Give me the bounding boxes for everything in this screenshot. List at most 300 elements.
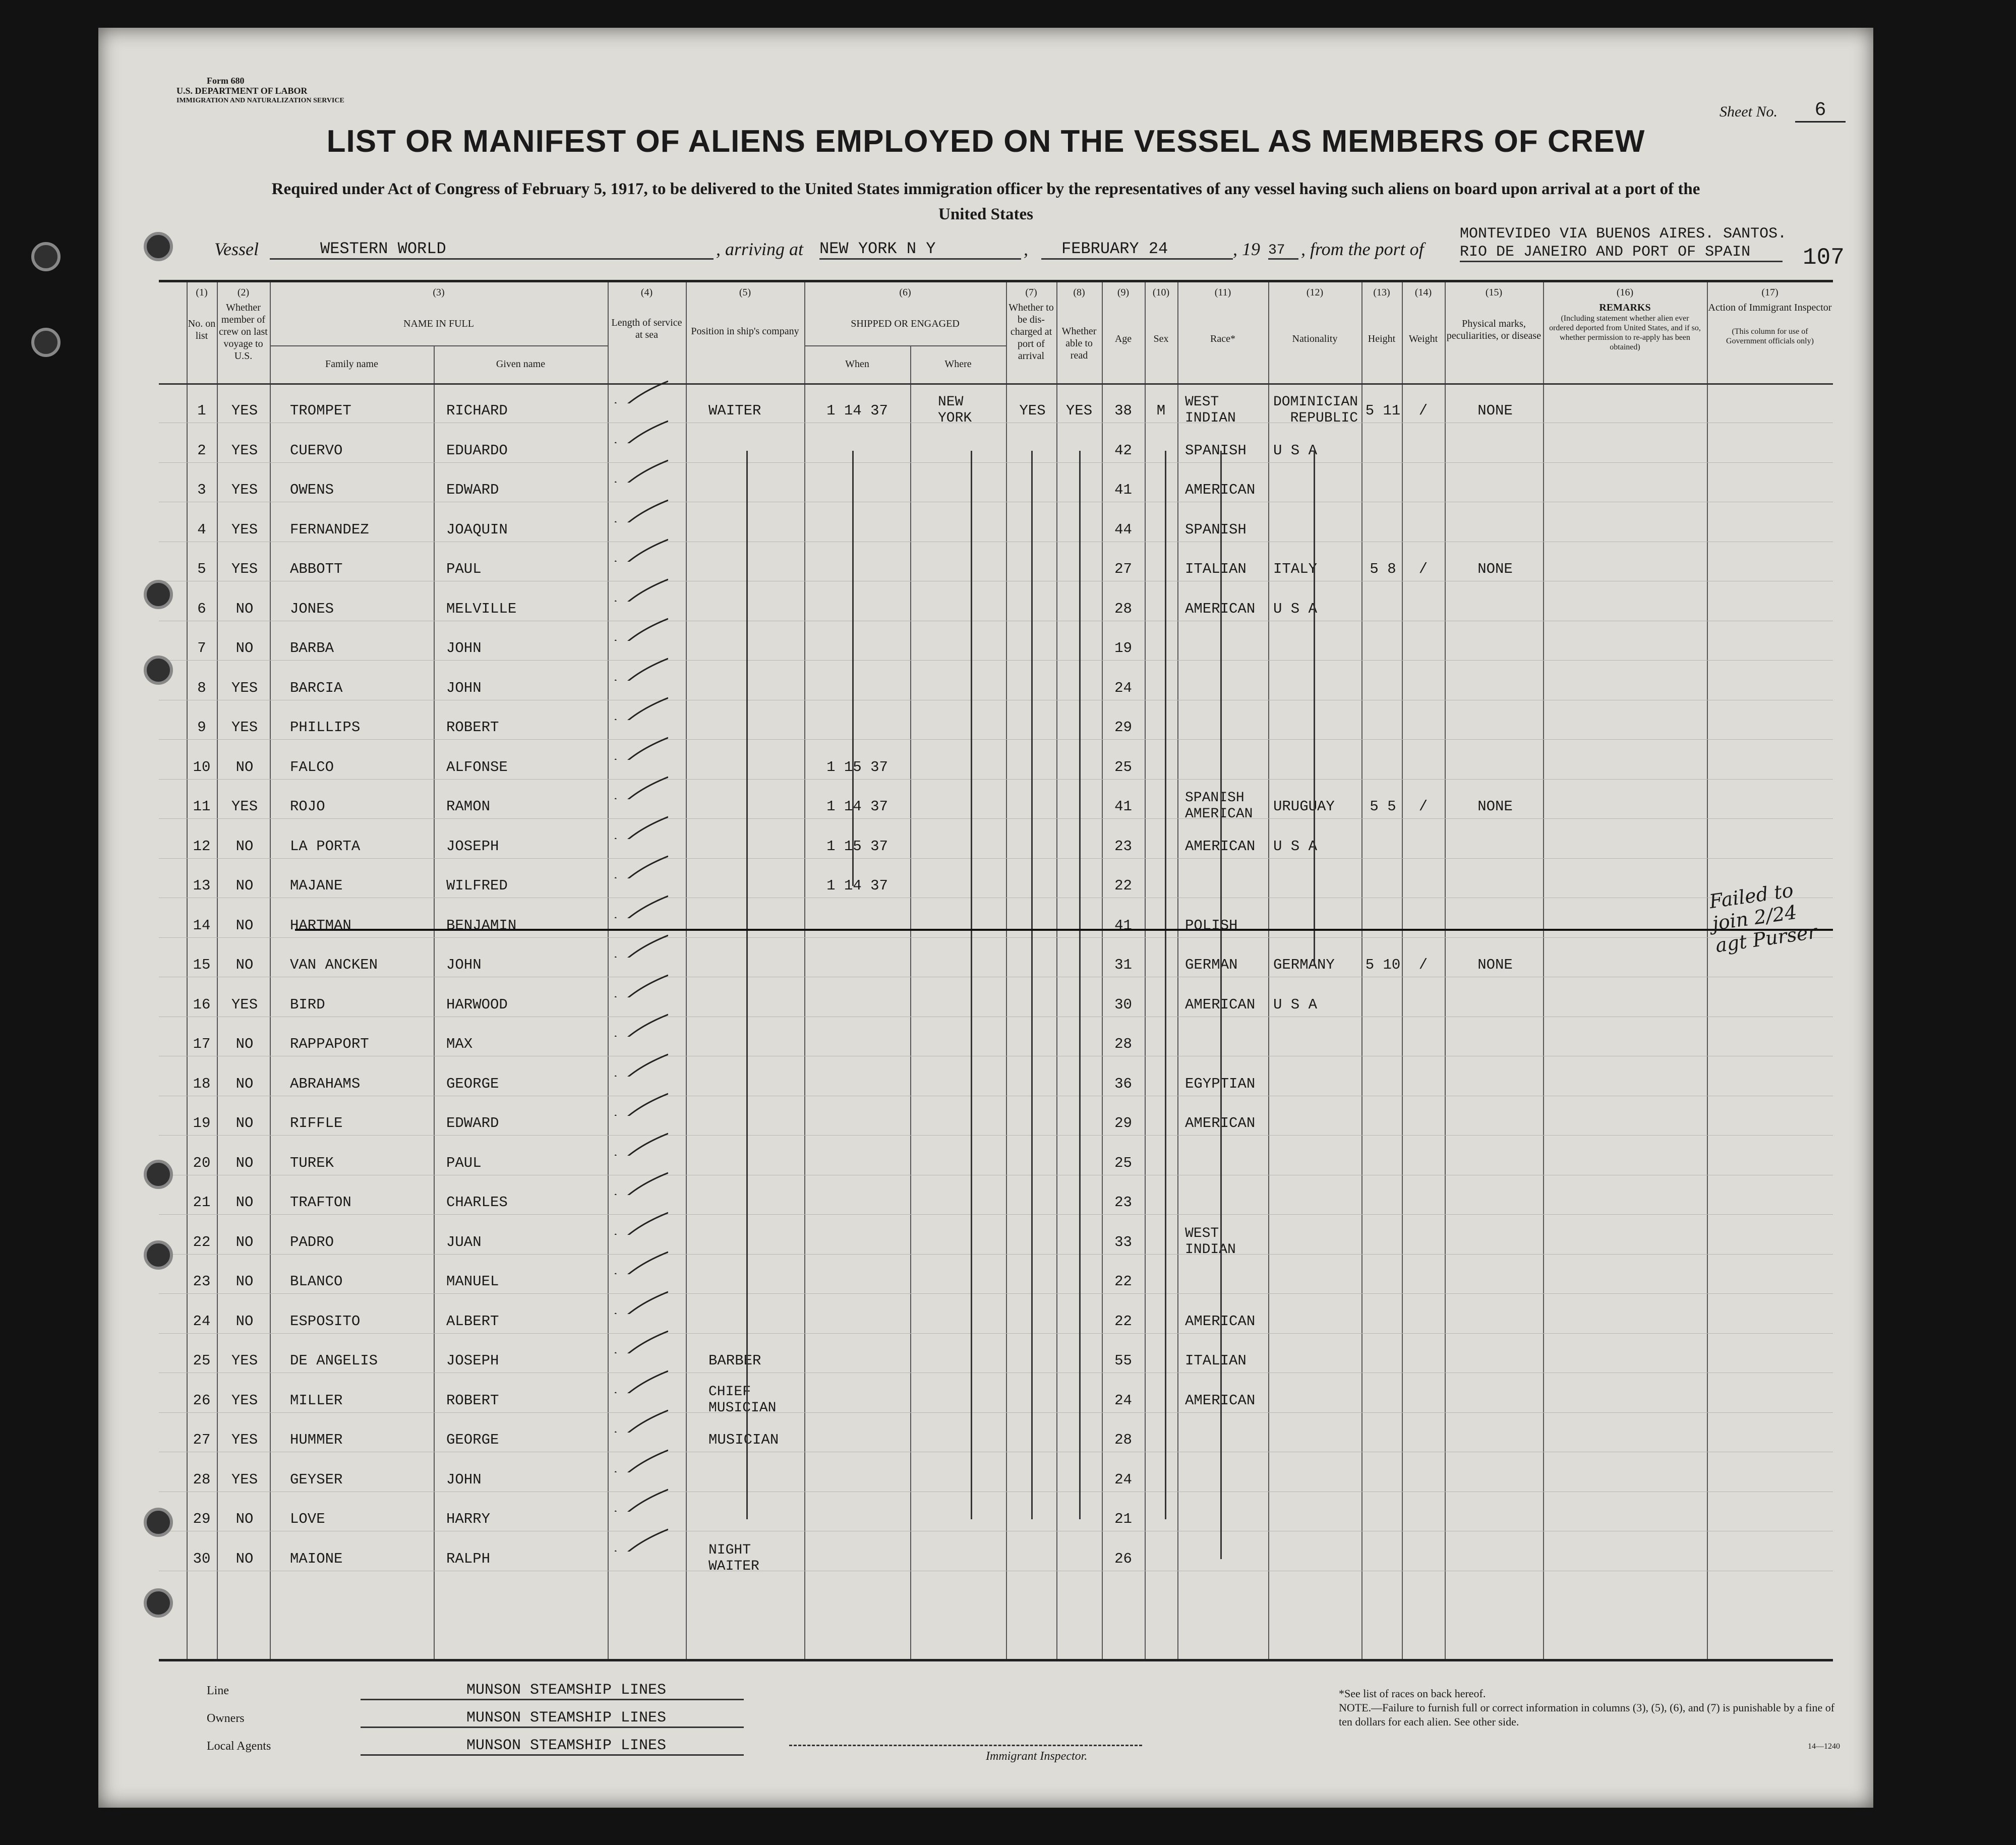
age: 21: [1114, 1511, 1132, 1527]
header-no-on-list: No. on list: [188, 318, 216, 341]
checkmark-icon: [613, 853, 668, 878]
family-name: MAIONE: [290, 1550, 343, 1567]
age: 30: [1114, 996, 1132, 1013]
given-name: GEORGE: [446, 1075, 499, 1092]
checkmark-icon: [613, 1130, 668, 1156]
given-name: WILFRED: [446, 877, 508, 894]
position: NIGHT WAITER: [708, 1542, 759, 1574]
col-num-4: (4): [640, 287, 653, 298]
row-number: 13: [193, 877, 211, 894]
position: BARBER: [708, 1352, 761, 1369]
given-name: RAMON: [446, 798, 491, 815]
row-number: 30: [193, 1550, 211, 1567]
age: 24: [1114, 1471, 1132, 1488]
col-num-8: (8): [1073, 287, 1085, 298]
member-last-voyage: YES: [231, 402, 258, 419]
row-number: 1: [197, 402, 206, 419]
header-age: Age: [1114, 333, 1132, 344]
checkmark-icon: [613, 1091, 668, 1116]
row-number: 27: [193, 1432, 211, 1448]
sheet-number-value: 6: [1795, 99, 1846, 123]
weight: /: [1418, 957, 1428, 973]
header-physical-marks: Physical marks, peculiarities, or disease: [1446, 318, 1541, 341]
binder-hole: [144, 1240, 173, 1270]
page-subtitle: Required under Act of Congress of February 5, 1917, to be delivered to the United States immigration officer by the representatives of any vessel having such aliens on board upon arrival at a port of the United States: [271, 180, 1700, 223]
race: SPANISH: [1185, 442, 1247, 459]
binder-hole: [31, 328, 61, 357]
table-row: [159, 700, 1833, 740]
row-number: 4: [197, 521, 206, 538]
discharged: YES: [1019, 402, 1046, 419]
family-name: JONES: [290, 600, 334, 617]
table-row: [159, 542, 1833, 581]
table-row: [159, 1531, 1833, 1574]
given-name: HARWOOD: [446, 996, 508, 1013]
table-row: [159, 858, 1833, 898]
family-name: FALCO: [290, 758, 334, 776]
checkmark-icon: [613, 497, 668, 522]
footer-agents-label: Local Agents: [207, 1740, 271, 1753]
header-when: When: [845, 359, 869, 370]
manifest-sheet: [98, 28, 1873, 1808]
given-name: JOHN: [446, 1471, 482, 1488]
able-to-read: YES: [1065, 402, 1093, 419]
header-where: Where: [944, 359, 972, 370]
member-last-voyage: YES: [231, 521, 258, 538]
row-number: 21: [193, 1194, 211, 1211]
col-num-10: (10): [1152, 287, 1170, 298]
race: AMERICAN: [1185, 1115, 1256, 1132]
checkmark-icon: [613, 576, 668, 602]
col-num-11: (11): [1214, 287, 1231, 298]
member-last-voyage: YES: [231, 561, 258, 577]
header-family-name: Family name: [325, 359, 378, 370]
checkmark-icon: [613, 1170, 668, 1195]
header-shipped: SHIPPED OR ENGAGED: [851, 318, 960, 329]
table-row: [159, 898, 1833, 938]
row-number: 12: [193, 838, 211, 855]
row-number: 20: [193, 1154, 211, 1171]
inspector-label: Immigrant Inspector.: [986, 1750, 1088, 1763]
given-name: GEORGE: [446, 1432, 499, 1448]
member-last-voyage: NO: [235, 838, 254, 855]
table-row: [159, 1452, 1833, 1492]
member-last-voyage: NO: [235, 640, 254, 657]
given-name: MANUEL: [446, 1273, 499, 1290]
header-position: Position in ship's company: [691, 326, 799, 337]
row-number: 26: [193, 1392, 211, 1409]
age: 28: [1114, 1432, 1132, 1448]
table-row: [159, 1412, 1833, 1452]
sheet-number-label: Sheet No.: [1719, 103, 1777, 120]
member-last-voyage: NO: [235, 1550, 254, 1567]
family-name: OWENS: [290, 482, 334, 498]
member-last-voyage: NO: [235, 957, 254, 973]
col-num-5: (5): [739, 287, 751, 298]
height: 5 11: [1365, 402, 1401, 419]
member-last-voyage: YES: [231, 719, 258, 736]
ditto-line: [971, 451, 972, 1520]
ditto-line: [746, 451, 748, 1520]
weight: /: [1418, 798, 1428, 815]
table-row: [159, 1215, 1833, 1258]
given-name: JOHN: [446, 957, 482, 973]
member-last-voyage: NO: [235, 1313, 254, 1330]
family-name: VAN ANCKEN: [290, 957, 378, 973]
age: 29: [1114, 719, 1132, 736]
given-name: ALBERT: [446, 1313, 499, 1330]
given-name: JOHN: [446, 679, 482, 696]
vessel-name: WESTERN WORLD: [270, 240, 714, 260]
row-number: 23: [193, 1273, 211, 1290]
member-last-voyage: YES: [231, 996, 258, 1013]
checkmark-icon: [613, 537, 668, 562]
binder-hole: [31, 242, 61, 271]
header-name-in-full: NAME IN FULL: [403, 318, 474, 329]
member-last-voyage: NO: [235, 1154, 254, 1171]
family-name: MILLER: [290, 1392, 343, 1409]
checkmark-icon: [613, 1289, 668, 1314]
ditto-line: [852, 451, 854, 886]
family-name: BARCIA: [290, 679, 343, 696]
col-num-12: (12): [1306, 287, 1324, 298]
checkmark-icon: [613, 814, 668, 839]
member-last-voyage: NO: [235, 1075, 254, 1092]
page-title: LIST OR MANIFEST OF ALIENS EMPLOYED ON THE VESSEL AS MEMBERS OF CREW: [326, 124, 1645, 159]
physical-marks: NONE: [1477, 402, 1513, 419]
given-name: JOAQUIN: [446, 521, 508, 538]
weight: /: [1418, 561, 1428, 577]
sex: M: [1156, 402, 1166, 419]
member-last-voyage: NO: [235, 1115, 254, 1132]
member-last-voyage: NO: [235, 1194, 254, 1211]
given-name: ALFONSE: [446, 758, 508, 776]
given-name: HARRY: [446, 1511, 491, 1527]
binder-hole: [144, 580, 173, 609]
row-number: 24: [193, 1313, 211, 1330]
member-last-voyage: NO: [235, 877, 254, 894]
checkmark-icon: [613, 1011, 668, 1037]
form-code: 14—1240: [1808, 1742, 1840, 1751]
handwritten-annotation: Failed to join 2/24 agt Purser: [1707, 879, 1819, 957]
form-number: Form 680: [207, 76, 245, 86]
table-row: [159, 1373, 1833, 1416]
ditto-line: [1314, 451, 1315, 966]
col-num-15: (15): [1485, 287, 1503, 298]
checkmark-icon: [613, 1407, 668, 1433]
header-length-service: Length of service at sea: [611, 317, 682, 340]
checkmark-icon: [613, 656, 668, 681]
checkmark-icon: [613, 1368, 668, 1393]
table-row: [159, 1254, 1833, 1294]
family-name: LOVE: [290, 1511, 325, 1527]
member-last-voyage: NO: [235, 1511, 254, 1527]
header-discharged: Whether to be dis-charged at port of arrival: [1009, 302, 1054, 362]
checkmark-icon: [613, 616, 668, 641]
ditto-line: [1031, 451, 1033, 1520]
given-name: JOSEPH: [446, 1352, 499, 1369]
nationality: U S A: [1273, 442, 1318, 459]
family-name: BLANCO: [290, 1273, 343, 1290]
table-row: [159, 1017, 1833, 1056]
age: 38: [1114, 402, 1132, 419]
binder-hole: [144, 1508, 173, 1537]
member-last-voyage: YES: [231, 1392, 258, 1409]
race: AMERICAN: [1185, 1313, 1256, 1330]
member-last-voyage: NO: [235, 1036, 254, 1052]
checkmark-icon: [613, 932, 668, 958]
table-row: [159, 1096, 1833, 1136]
col-num-7: (7): [1025, 287, 1037, 298]
member-last-voyage: YES: [231, 1352, 258, 1369]
family-name: RIFFLE: [290, 1115, 343, 1132]
given-name: EDWARD: [446, 482, 499, 498]
position: MUSICIAN: [708, 1432, 779, 1448]
table-row: [159, 819, 1833, 859]
race: WEST INDIAN: [1185, 394, 1236, 426]
row-number: 11: [193, 798, 211, 815]
member-last-voyage: YES: [231, 1432, 258, 1448]
checkmark-icon: [613, 1210, 668, 1235]
shipped-when: 1 14 37: [826, 877, 888, 894]
footer-owners-label: Owners: [207, 1712, 245, 1725]
age: 24: [1114, 1392, 1132, 1409]
given-name: JOHN: [446, 640, 482, 657]
vessel-label: Vessel: [214, 239, 259, 259]
col-num-17: (17): [1761, 287, 1778, 298]
given-name: PAUL: [446, 561, 482, 577]
row-number: 8: [197, 679, 206, 696]
header-weight: Weight: [1408, 333, 1438, 344]
given-name: EDWARD: [446, 1115, 499, 1132]
age: 29: [1114, 1115, 1132, 1132]
row-number: 2: [197, 442, 206, 459]
age: 22: [1114, 877, 1132, 894]
family-name: ABBOTT: [290, 561, 343, 577]
table-row: [159, 1056, 1833, 1096]
given-name: ROBERT: [446, 1392, 499, 1409]
given-name: PAUL: [446, 1154, 482, 1171]
row-number: 14: [193, 917, 211, 934]
member-last-voyage: NO: [235, 1273, 254, 1290]
binder-hole: [144, 1588, 173, 1618]
footer-line-value: MUNSON STEAMSHIP LINES: [361, 1682, 744, 1700]
crew-table: [159, 280, 1833, 1661]
department-name: U.S. DEPARTMENT OF LABOR: [176, 86, 308, 96]
date-separator: ,: [1024, 239, 1028, 259]
family-name: ROJO: [290, 798, 325, 815]
family-name: FERNANDEZ: [290, 521, 369, 538]
age: 24: [1114, 679, 1132, 696]
checkmark-icon: [613, 1328, 668, 1353]
age: 55: [1114, 1352, 1132, 1369]
position: WAITER: [708, 402, 761, 419]
header-height: Height: [1368, 333, 1396, 344]
age: 41: [1114, 798, 1132, 815]
nationality: URUGUAY: [1273, 798, 1335, 815]
footer-agents-value: MUNSON STEAMSHIP LINES: [361, 1737, 744, 1756]
checkmark-icon: [613, 1486, 668, 1512]
age: 33: [1114, 1233, 1132, 1251]
checkmark-icon: [613, 1249, 668, 1274]
fine-note: NOTE.—Failure to furnish full or correct information in columns (3), (5), (6), and (7) is punishable by a fine of ten dollars for each alien. See other side.: [1339, 1701, 1835, 1728]
family-name: HARTMAN: [290, 917, 351, 934]
table-row: [159, 383, 1833, 426]
position: CHIEF MUSICIAN: [708, 1384, 777, 1416]
checkmark-icon: [613, 695, 668, 720]
height: 5 8: [1370, 561, 1396, 577]
physical-marks: NONE: [1477, 957, 1513, 973]
row-number: 9: [197, 719, 206, 736]
table-row: [159, 1136, 1833, 1175]
race: GERMAN: [1185, 957, 1238, 973]
row-number: 10: [193, 758, 211, 776]
weight: /: [1418, 402, 1428, 419]
age: 19: [1114, 640, 1132, 657]
shipped-where: NEW YORK: [938, 394, 972, 426]
family-name: ESPOSITO: [290, 1313, 361, 1330]
header-able-to-read: Whether able to read: [1061, 326, 1097, 361]
ditto-line: [1220, 451, 1222, 1559]
table-row: [159, 1492, 1833, 1531]
header-action-detail: (This column for use of Government officials only): [1726, 327, 1814, 345]
member-last-voyage: YES: [231, 679, 258, 696]
shipped-when: 1 15 37: [826, 758, 888, 776]
col-num-1: (1): [196, 287, 208, 298]
row-number: 19: [193, 1115, 211, 1132]
row-number: 22: [193, 1233, 211, 1251]
table-row: [159, 502, 1833, 542]
header-member-last-voyage: Whether member of crew on last voyage to U.S.: [219, 302, 268, 362]
table-row: [159, 462, 1833, 502]
race: AMERICAN: [1185, 600, 1256, 617]
row-number: 6: [197, 600, 206, 617]
age: 25: [1114, 758, 1132, 776]
race: AMERICAN: [1185, 1392, 1256, 1409]
row-number: 29: [193, 1511, 211, 1527]
service-name: IMMIGRATION AND NATURALIZATION SERVICE: [176, 97, 344, 104]
from-port-line-2: RIO DE JANEIRO AND PORT OF SPAIN: [1460, 244, 1783, 262]
family-name: BARBA: [290, 640, 334, 657]
header-remarks: REMARKS: [1599, 302, 1651, 313]
family-name: ABRAHAMS: [290, 1075, 361, 1092]
height: 5 5: [1370, 798, 1396, 815]
checkmark-icon: [613, 1051, 668, 1077]
binder-hole: [144, 1160, 173, 1189]
col-num-9: (9): [1117, 287, 1130, 298]
checkmark-icon: [613, 457, 668, 483]
checkmark-icon: [613, 1447, 668, 1472]
col-num-16: (16): [1616, 287, 1634, 298]
col-num-13: (13): [1373, 287, 1390, 298]
table-row: [159, 1294, 1833, 1334]
race: ITALIAN: [1185, 561, 1247, 577]
row-number: 28: [193, 1471, 211, 1488]
arriving-port: NEW YORK N Y: [819, 240, 1021, 260]
family-name: TRAFTON: [290, 1194, 351, 1211]
row-number: 15: [193, 957, 211, 973]
age: 23: [1114, 1194, 1132, 1211]
header-given-name: Given name: [496, 359, 546, 370]
family-name: HUMMER: [290, 1432, 343, 1448]
race: WEST INDIAN: [1185, 1225, 1236, 1258]
header-nationality: Nationality: [1292, 333, 1338, 344]
member-last-voyage: NO: [235, 758, 254, 776]
table-row: [159, 621, 1833, 661]
age: 41: [1114, 917, 1132, 934]
nationality: DOMINICIAN REPUBLIC: [1273, 394, 1358, 426]
ditto-line: [1165, 451, 1166, 1520]
row-number: 3: [197, 482, 206, 498]
inspector-signature-line: [789, 1745, 1142, 1746]
age: 25: [1114, 1154, 1132, 1171]
member-last-voyage: NO: [235, 600, 254, 617]
col-num-3: (3): [433, 287, 445, 298]
table-row: [159, 1175, 1833, 1215]
member-last-voyage: YES: [231, 1471, 258, 1488]
checkmark-icon: [613, 735, 668, 760]
arrival-date: FEBRUARY 24: [1041, 240, 1233, 260]
shipped-when: 1 14 37: [826, 402, 888, 419]
nationality: U S A: [1273, 838, 1318, 855]
family-name: MAJANE: [290, 877, 343, 894]
footer-owners-value: MUNSON STEAMSHIP LINES: [361, 1709, 744, 1728]
family-name: BIRD: [290, 996, 325, 1013]
height: 5 10: [1365, 957, 1401, 973]
given-name: CHARLES: [446, 1194, 508, 1211]
race: SPANISH AMERICAN: [1185, 790, 1253, 822]
page-number: 107: [1803, 245, 1845, 271]
strike-through-row-7: [295, 929, 1833, 931]
shipped-when: 1 15 37: [826, 838, 888, 855]
ditto-line: [1079, 451, 1081, 1520]
footer-line-label: Line: [207, 1684, 229, 1697]
age: 44: [1114, 521, 1132, 538]
checkmark-icon: [613, 893, 668, 918]
row-number: 18: [193, 1075, 211, 1092]
family-name: PADRO: [290, 1233, 334, 1251]
given-name: JUAN: [446, 1233, 482, 1251]
nationality: ITALY: [1273, 561, 1318, 577]
given-name: RALPH: [446, 1550, 491, 1567]
col-num-6: (6): [899, 287, 911, 298]
checkmark-icon: [613, 774, 668, 799]
member-last-voyage: NO: [235, 917, 254, 934]
row-number: 16: [193, 996, 211, 1013]
race: AMERICAN: [1185, 838, 1256, 855]
arriving-label: , arriving at: [716, 239, 804, 259]
age: 27: [1114, 561, 1132, 577]
given-name: JOSEPH: [446, 838, 499, 855]
physical-marks: NONE: [1477, 561, 1513, 577]
family-name: TUREK: [290, 1154, 334, 1171]
checkmark-icon: [613, 1526, 668, 1552]
row-number: 5: [197, 561, 206, 577]
checkmark-icon: [613, 418, 668, 443]
age: 31: [1114, 957, 1132, 973]
table-row: [159, 423, 1833, 463]
row-number: 25: [193, 1352, 211, 1369]
age: 23: [1114, 838, 1132, 855]
table-row: [159, 779, 1833, 822]
col-num-2: (2): [237, 287, 250, 298]
given-name: MELVILLE: [446, 600, 517, 617]
member-last-voyage: YES: [231, 442, 258, 459]
age: 28: [1114, 600, 1132, 617]
table-row: [159, 937, 1833, 977]
table-row: [159, 1333, 1833, 1373]
family-name: LA PORTA: [290, 838, 361, 855]
